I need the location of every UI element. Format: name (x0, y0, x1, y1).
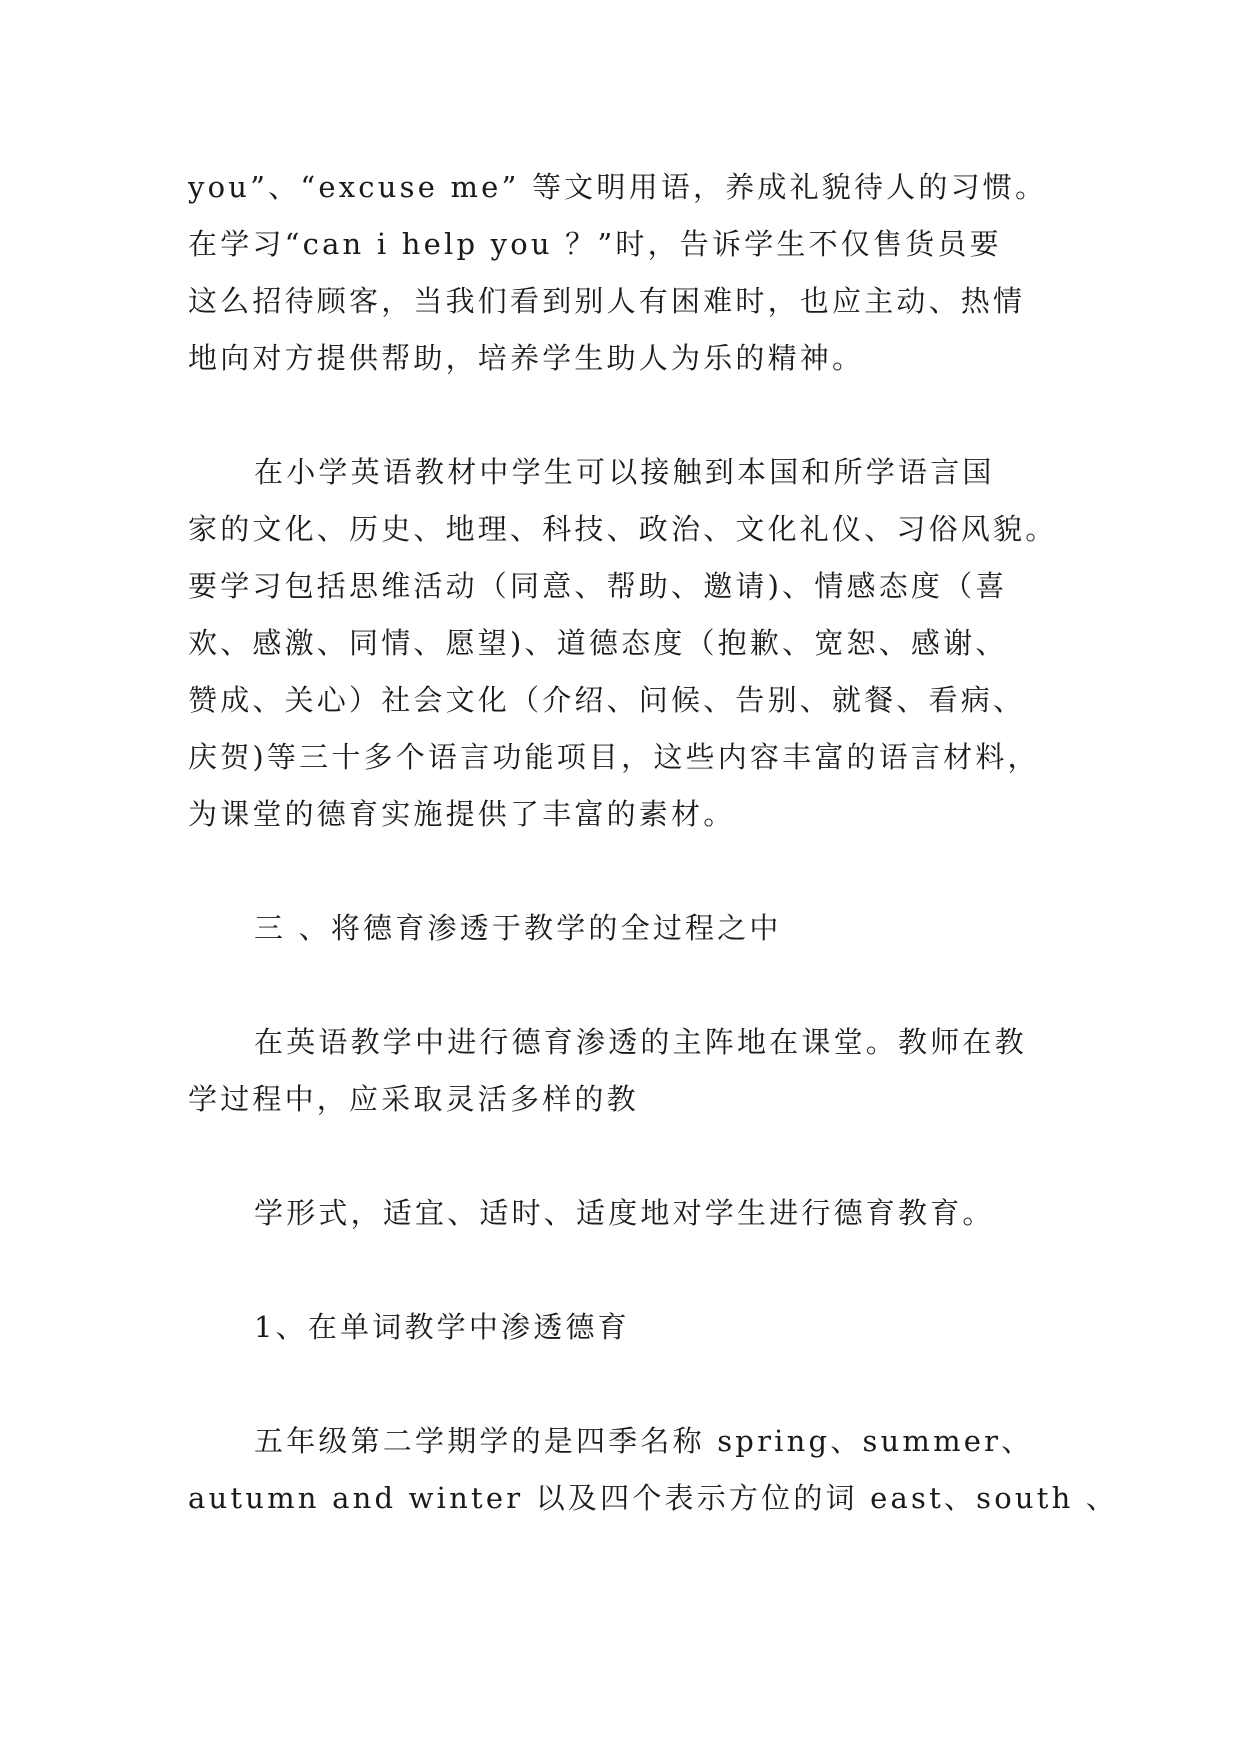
text-line: 在学习“can i help you ？”时，告诉学生不仅售货员要 (188, 227, 1002, 261)
text-line: 为课堂的德育实施提供了丰富的素材。 (188, 797, 736, 831)
text-line: 学形式，适宜、适时、适度地对学生进行德育教育。 (254, 1196, 995, 1230)
text-line: you”、“excuse me” 等文明用语，养成礼貌待人的习惯。 (188, 170, 1048, 204)
text-line: 在英语教学中进行德育渗透的主阵地在课堂。教师在教 (254, 1025, 1027, 1059)
text-line: 这么招待顾客，当我们看到别人有困难时，也应主动、热情 (188, 284, 1026, 318)
text-line: 学过程中，应采取灵活多样的教 (188, 1082, 639, 1116)
section-heading: 三 、将德育渗透于教学的全过程之中 (254, 911, 782, 945)
text-line: autumn and winter 以及四个表示方位的词 east、south 、 (188, 1481, 1119, 1515)
subsection-heading: 1、在单词教学中渗透德育 (254, 1310, 630, 1344)
text-line: 五年级第二学期学的是四季名称 spring、summer、 (254, 1424, 1034, 1458)
text-line: 在小学英语教材中学生可以接触到本国和所学语言国 (254, 455, 995, 489)
text-line: 要学习包括思维活动（同意、帮助、邀请)、情感态度（喜 (188, 569, 1008, 603)
text-line: 家的文化、历史、地理、科技、政治、文化礼仪、习俗风貌。 (188, 512, 1058, 546)
text-line: 地向对方提供帮助，培养学生助人为乐的精神。 (188, 341, 865, 375)
text-line: 庆贺)等三十多个语言功能项目，这些内容丰富的语言材料， (188, 740, 1040, 774)
text-line: 赞成、关心）社会文化（介绍、问候、告别、就餐、看病、 (188, 683, 1026, 717)
text-line: 欢、感激、同情、愿望)、道德态度（抱歉、宽恕、感谢、 (188, 626, 1008, 660)
